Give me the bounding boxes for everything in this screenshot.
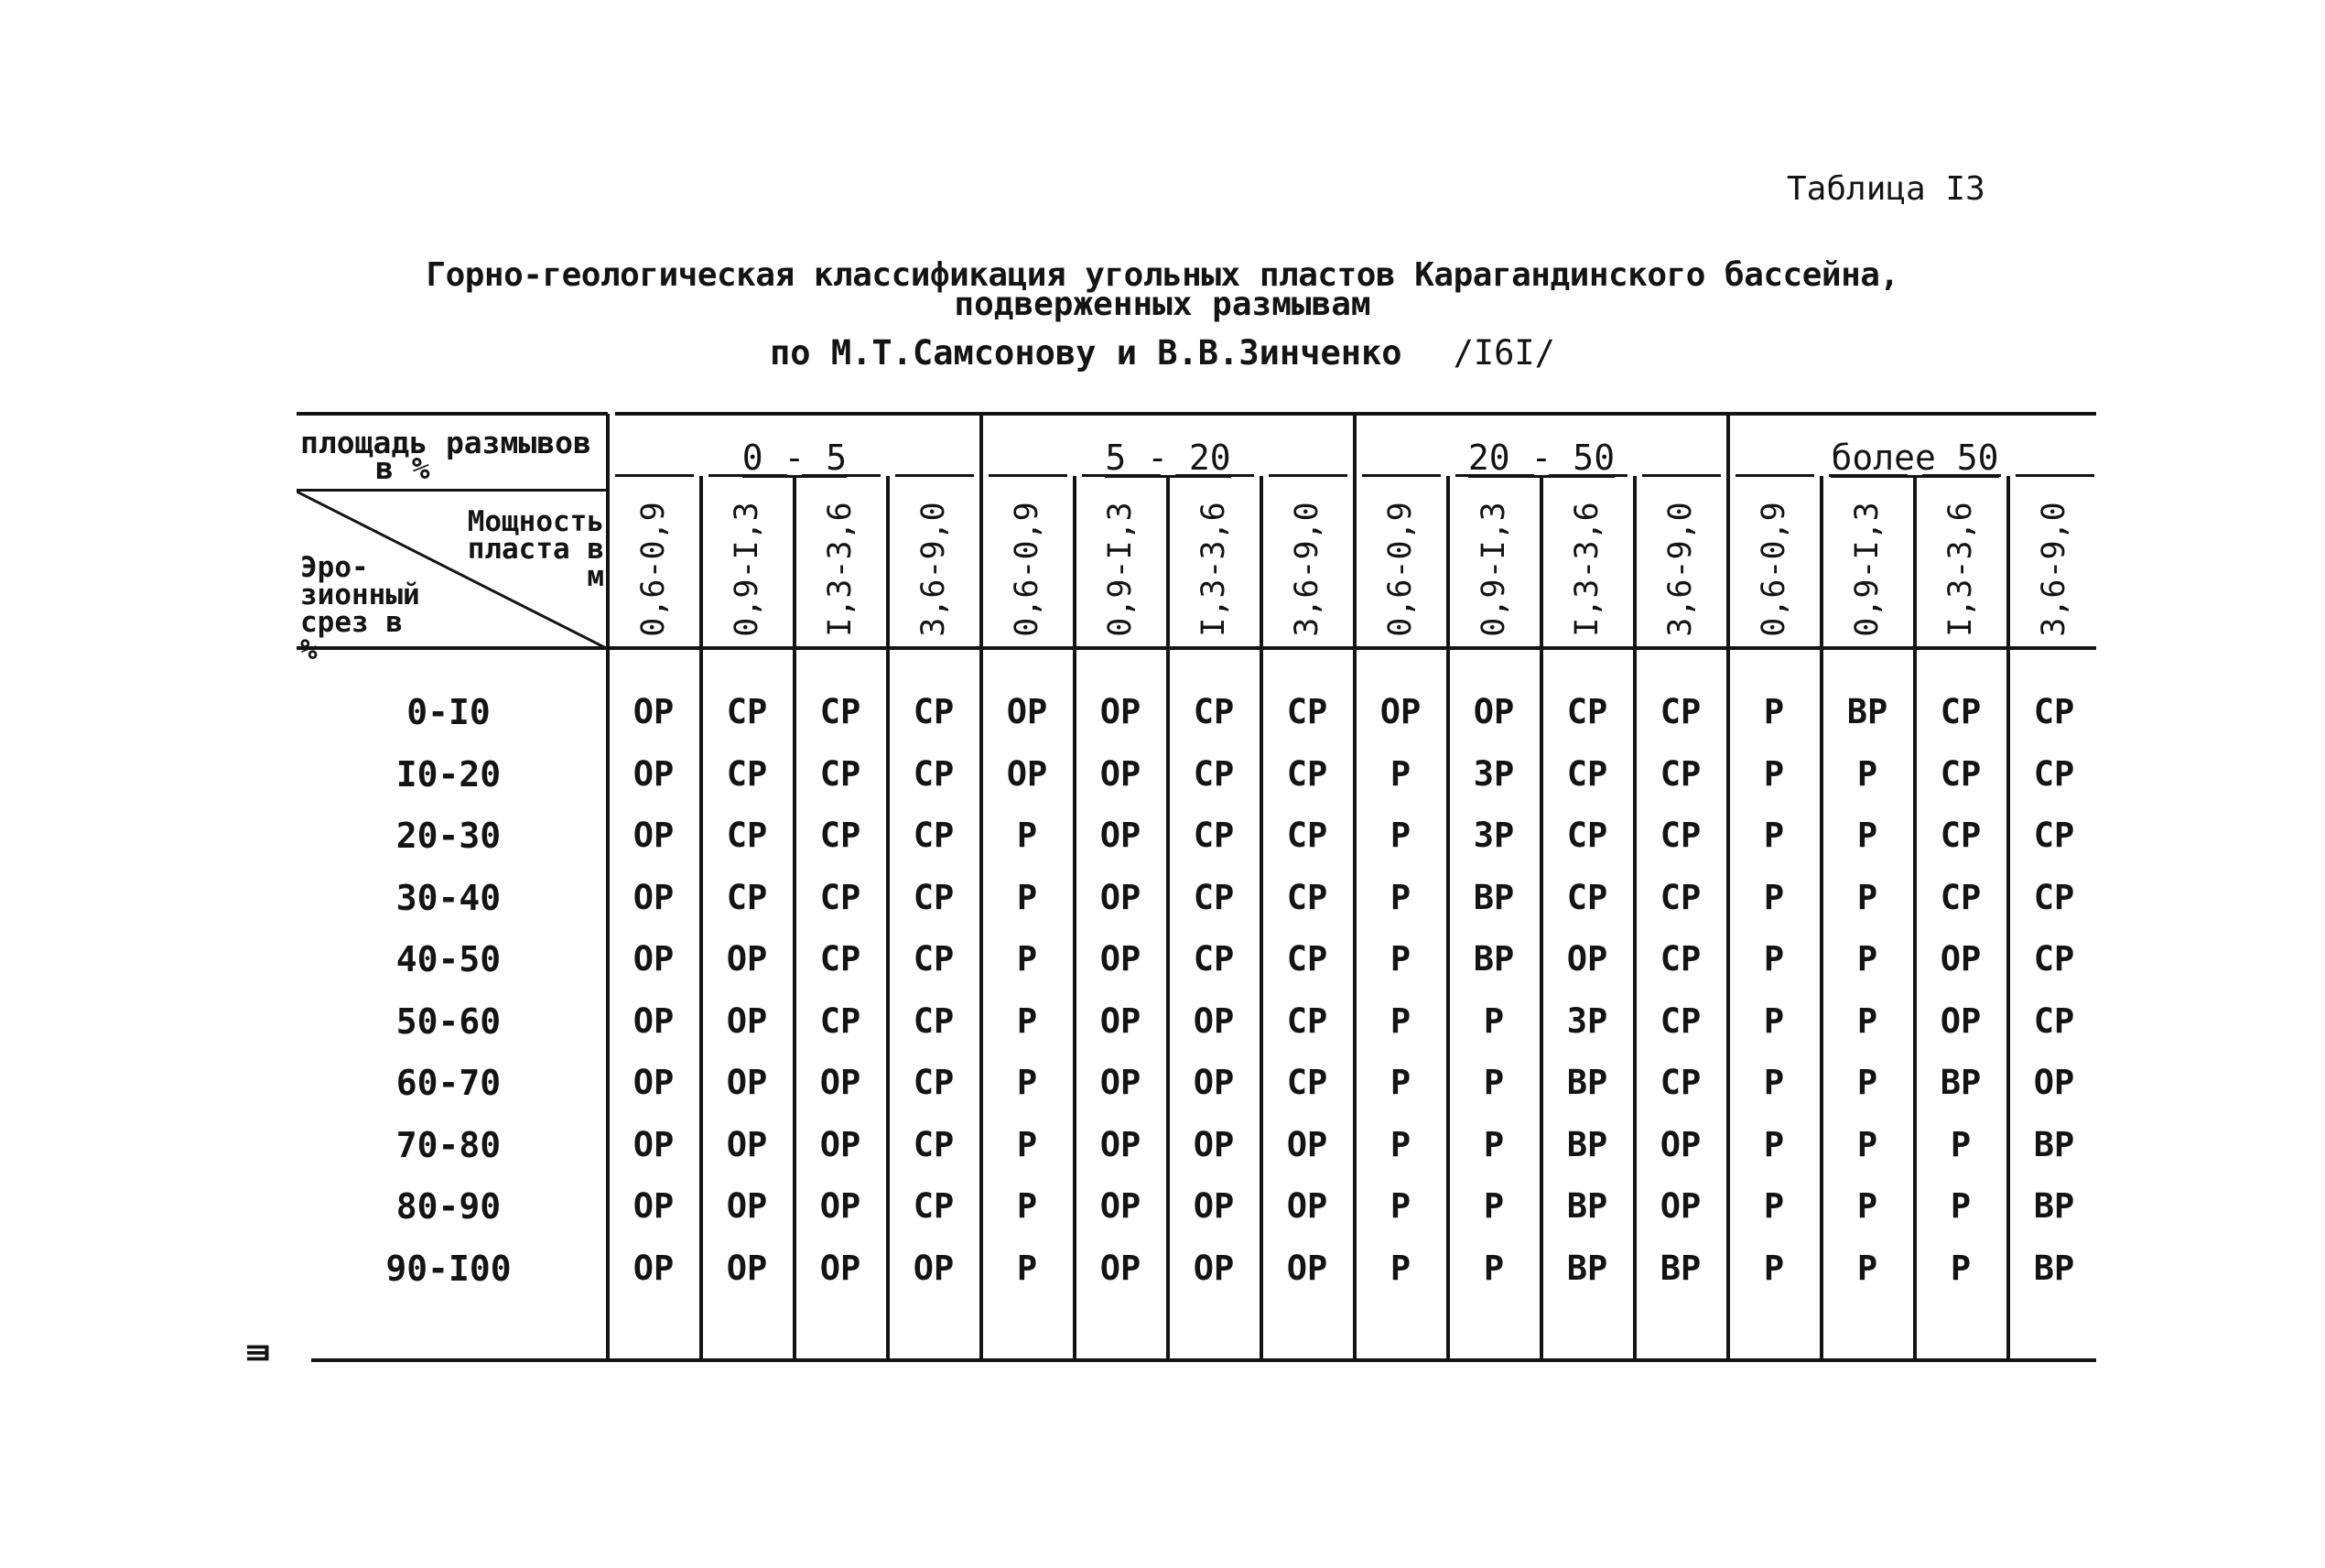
table-cell-class: ОР (633, 939, 675, 979)
table-cell-class: Р (1763, 939, 1785, 979)
table-cell-class: СР (2033, 816, 2075, 855)
table-cell-class: СР (1660, 692, 1702, 731)
subheader-thickness-range (981, 494, 1073, 644)
table-cell-class: ОР (633, 753, 675, 794)
subheader-label: 0,6-0,9 (1382, 502, 1420, 637)
table-cell-class: Р (1016, 1186, 1038, 1226)
table-cell-class: СР (2033, 1000, 2075, 1041)
subheader-thickness-range (1168, 494, 1260, 644)
table-cell-class: Р (1016, 1000, 1038, 1041)
table-cell-class: СР (2033, 692, 2075, 731)
table-cell-class: Р (1390, 1124, 1411, 1164)
subheader-label: 0,6-0,9 (1756, 502, 1793, 637)
table-cell-class: СР (1566, 816, 1608, 855)
row-label-erosion-range: 40-50 (395, 939, 502, 979)
subheader-thickness-range (2008, 494, 2100, 644)
table-number-label: Таблица I3 (1787, 170, 1985, 208)
group-header-label: 20 - 50 (1467, 438, 1616, 478)
table-cell-class: СР (913, 939, 955, 979)
table-top-rule-left (297, 412, 608, 416)
table-cell-class: СР (1660, 816, 1702, 855)
table-cell-class: ОР (1286, 1124, 1328, 1164)
subheader-thickness-range (1915, 494, 2006, 644)
table-cell-class: Р (1856, 816, 1878, 855)
subheader-thickness-range (1355, 494, 1446, 644)
table-cell-class: Р (1390, 1186, 1411, 1226)
table-cell-class: Р (1390, 939, 1411, 979)
subheader-thickness-range (701, 494, 793, 644)
table-cell-class: СР (2033, 939, 2075, 979)
subheader-thickness-range (1728, 494, 1820, 644)
area-percent-label: площадь размывов в % (300, 425, 591, 486)
table-cell-class: СР (819, 753, 861, 794)
table-cell-class: Р (1763, 1063, 1785, 1102)
subheader-thickness-range (608, 494, 699, 644)
table-cell-class: ОР (633, 692, 675, 731)
table-cell-class: ОР (913, 1248, 955, 1288)
table-cell-class: СР (913, 1186, 955, 1226)
table-cell-class: СР (1566, 692, 1608, 731)
table-cell-class: Р (1016, 1124, 1038, 1164)
table-cell-class: ОР (1099, 753, 1141, 794)
group-header-label: 5 - 20 (1105, 438, 1231, 478)
subheader-label: 0,9-I,3 (1476, 502, 1513, 637)
table-cell-class: Р (1950, 1248, 1972, 1288)
table-cell-class: СР (1193, 939, 1235, 979)
table-cell-class: Р (1950, 1124, 1972, 1164)
group-header-area-percent (1355, 438, 1728, 478)
table-cell-class: Р (1763, 692, 1785, 731)
subheader-label: 3,6-9,0 (915, 502, 953, 637)
table-cell-class: СР (1286, 692, 1328, 731)
subheader-thickness-range (1822, 494, 1913, 644)
group-header-area-percent (1728, 438, 2102, 478)
table-cell-class: ЗР (1566, 1000, 1608, 1041)
table-cell-class: ОР (1473, 692, 1515, 731)
table-cell-class: Р (1016, 877, 1038, 917)
table-cell-class: Р (1763, 1124, 1785, 1164)
table-cell-class: СР (913, 753, 955, 794)
table-cell-class: СР (1286, 939, 1328, 979)
table-cell-class: ОР (1099, 1063, 1141, 1102)
authors-text: по М.Т.Самсонову и В.В.Зинченко (770, 333, 1402, 373)
table-cell-class: Р (1390, 816, 1411, 855)
table-cell-class: ОР (1566, 939, 1608, 979)
table-cell-class: СР (1940, 877, 1982, 917)
row-label-erosion-range: 50-60 (395, 1000, 502, 1042)
table-cell-class: СР (819, 816, 861, 855)
table-cell-class: Р (1483, 1063, 1505, 1102)
table-cell-class: ОР (1193, 1063, 1235, 1102)
table-cell-class: СР (1193, 877, 1235, 917)
row-label-erosion-range: 20-30 (395, 816, 502, 856)
table-cell-class: ЗР (1473, 753, 1515, 794)
table-cell-class: СР (1286, 1063, 1328, 1102)
table-cell-class: Р (1763, 753, 1785, 794)
table-cell-class: СР (1940, 692, 1982, 731)
table-cell-class: ОР (726, 939, 768, 979)
group-header-area-percent (981, 438, 1355, 478)
table-title-line-1: Горно-геологическая классификация угольных пластов Карагандинского бассейна, (426, 256, 1899, 294)
row-label-erosion-range: 90-I00 (385, 1248, 512, 1289)
table-cell-class: ОР (1099, 1248, 1141, 1288)
table-cell-class: Р (1483, 1248, 1505, 1288)
subheader-label: 0,9-I,3 (1849, 502, 1887, 637)
table-cell-class: ОР (1660, 1186, 1702, 1226)
table-cell-class: ОР (819, 1063, 861, 1102)
table-cell-class: ОР (1099, 877, 1141, 917)
table-cell-class: Р (1016, 1248, 1038, 1288)
table-cell-class: Р (1016, 816, 1038, 855)
table-cell-class: ВР (1660, 1248, 1702, 1288)
table-cell-class: СР (1660, 877, 1702, 917)
table-cell-class: Р (1856, 1186, 1878, 1226)
row-label-erosion-range: 60-70 (395, 1063, 502, 1103)
table-cell-class: Р (1483, 1000, 1505, 1041)
table-cell-class: СР (1286, 1000, 1328, 1041)
table-cell-class: Р (1763, 1000, 1785, 1041)
subheader-thickness-range (1075, 494, 1166, 644)
table-cell-class: СР (913, 877, 955, 917)
subheader-label: 0,9-I,3 (1102, 502, 1140, 637)
table-cell-class: ЗР (1473, 816, 1515, 855)
table-cell-class: ОР (1099, 1124, 1141, 1164)
table-cell-class: Р (1856, 1248, 1878, 1288)
table-cell-class: ОР (633, 1063, 675, 1102)
table-cell-class: ОР (633, 816, 675, 855)
table-cell-class: СР (819, 877, 861, 917)
table-cell-class: ОР (1099, 692, 1141, 731)
table-cell-class: ВР (1566, 1248, 1608, 1288)
table-cell-class: СР (1286, 877, 1328, 917)
table-cell-class: СР (1286, 816, 1328, 855)
table-cell-class: СР (1566, 877, 1608, 917)
row-label-erosion-range: 70-80 (395, 1124, 502, 1165)
table-cell-class: СР (1193, 816, 1235, 855)
table-title-line-2: подверженных размывам (954, 286, 1371, 323)
table-cell-class: СР (1660, 1000, 1702, 1041)
table-cell-class: ВР (1940, 1063, 1982, 1102)
table-cell-class: ОР (1099, 1186, 1141, 1226)
table-cell-class: СР (1940, 753, 1982, 794)
table-cell-class: СР (913, 1000, 955, 1041)
table-cell-class: Р (1856, 939, 1878, 979)
table-cell-class: ОР (1660, 1124, 1702, 1164)
table-cell-class: СР (726, 692, 768, 731)
table-cell-class: ОР (1099, 816, 1141, 855)
table-cell-class: ОР (819, 1124, 861, 1164)
table-cell-class: ОР (2033, 1063, 2075, 1102)
table-cell-class: ВР (1566, 1186, 1608, 1226)
table-cell-class: Р (1856, 1000, 1878, 1041)
table-cell-class: ВР (1473, 939, 1515, 979)
row-label-erosion-range: I0-20 (395, 753, 502, 795)
table-cell-class: Р (1483, 1186, 1505, 1226)
table-cell-class: ОР (1286, 1186, 1328, 1226)
table-cell-class: ОР (1099, 939, 1141, 979)
subheader-label: I,3-3,6 (822, 502, 860, 637)
thickness-label: Мощность пласта в м (467, 505, 604, 593)
table-cell-class: Р (1390, 1000, 1411, 1041)
table-cell-class: Р (1390, 1063, 1411, 1102)
row-label-erosion-range: 80-90 (395, 1186, 502, 1227)
table-cell-class: ОР (633, 877, 675, 917)
subheader-label: 0,6-0,9 (635, 502, 673, 637)
table-cell-class: СР (1286, 753, 1328, 794)
subheader-label: 3,6-9,0 (2036, 502, 2073, 637)
table-cell-class: ОР (1193, 1248, 1235, 1288)
table-cell-class: Р (1390, 1248, 1411, 1288)
table-cell-class: СР (726, 753, 768, 794)
subheader-thickness-range (888, 494, 979, 644)
subheader-thickness-range (1261, 494, 1353, 644)
table-cell-class: Р (1950, 1186, 1972, 1226)
table-cell-class: СР (1193, 753, 1235, 794)
table-cell-class: ОР (726, 1124, 768, 1164)
table-cell-class: СР (819, 1000, 861, 1041)
table-cell-class: Р (1390, 753, 1411, 794)
table-cell-class: ОР (633, 1186, 675, 1226)
table-cell-class: Р (1856, 1063, 1878, 1102)
table-cell-class: Р (1856, 1124, 1878, 1164)
table-cell-class: Р (1763, 1186, 1785, 1226)
subheader-label: 0,6-0,9 (1009, 502, 1046, 637)
table-cell-class: СР (913, 1124, 955, 1164)
table-cell-class: ОР (726, 1063, 768, 1102)
subheader-thickness-range (1541, 494, 1633, 644)
table-cell-class: Р (1856, 753, 1878, 794)
subheader-label: 3,6-9,0 (1289, 502, 1326, 637)
table-cell-class: ОР (726, 1186, 768, 1226)
table-cell-class: ОР (726, 1248, 768, 1288)
table-cell-class: Р (1016, 1063, 1038, 1102)
table-cell-class: ВР (2033, 1248, 2075, 1288)
table-cell-class: Р (1763, 816, 1785, 855)
group-header-label: 0 - 5 (741, 438, 848, 478)
table-cell-class: СР (1660, 753, 1702, 794)
table-cell-class: ОР (633, 1000, 675, 1041)
table-cell-class: ОР (1006, 692, 1048, 731)
table-cell-class: СР (1193, 692, 1235, 731)
table-cell-class: ОР (819, 1248, 861, 1288)
table-cell-class: ОР (1006, 753, 1048, 794)
table-cell-class: Р (1763, 1248, 1785, 1288)
table-cell-class: СР (913, 692, 955, 731)
table-cell-class: ВР (2033, 1124, 2075, 1164)
table-cell-class: Р (1856, 877, 1878, 917)
row-label-erosion-range: 0-I0 (406, 692, 491, 732)
table-cell-class: ОР (1379, 692, 1422, 731)
table-cell-class: ВР (1473, 877, 1515, 917)
table-cell-class: СР (1566, 753, 1608, 794)
table-cell-class: ВР (1566, 1063, 1608, 1102)
subheader-label: 3,6-9,0 (1662, 502, 1700, 637)
table-cell-class: СР (726, 877, 768, 917)
table-cell-class: СР (913, 1063, 955, 1102)
table-cell-class: ОР (1099, 1000, 1141, 1041)
group-header-label: более 50 (1831, 438, 1999, 478)
table-cell-class: Р (1016, 939, 1038, 979)
subheader-label: I,3-3,6 (1569, 502, 1606, 637)
table-cell-class: ОР (1193, 1186, 1235, 1226)
table-bottom-rule (311, 1358, 2096, 1362)
group-header-area-percent (608, 438, 981, 478)
table-cell-class: ВР (1566, 1124, 1608, 1164)
table-cell-class: Р (1483, 1124, 1505, 1164)
row-label-erosion-range: 30-40 (395, 877, 502, 918)
table-cell-class: ОР (633, 1248, 675, 1288)
reference-number: /I6I/ (1453, 333, 1555, 373)
table-title-authors (0, 333, 2325, 373)
subheader-label: I,3-3,6 (1942, 502, 1980, 637)
table-cell-class: СР (2033, 753, 2075, 794)
subheader-thickness-range (1635, 494, 1726, 644)
table-cell-class: ОР (633, 1124, 675, 1164)
page-side-mark: Ш (241, 1344, 276, 1362)
subheader-label: I,3-3,6 (1195, 502, 1233, 637)
subheader-thickness-range (795, 494, 886, 644)
subheader-label: 0,9-I,3 (729, 502, 766, 637)
table-cell-class: ОР (1940, 939, 1982, 979)
table-cell-class: ВР (2033, 1186, 2075, 1226)
table-cell-class: СР (1660, 1063, 1702, 1102)
table-cell-class: ОР (1193, 1000, 1235, 1041)
table-cell-class: ОР (1286, 1248, 1328, 1288)
table-cell-class: ОР (726, 1000, 768, 1041)
subheader-thickness-range (1448, 494, 1540, 644)
table-cell-class: ОР (1940, 1000, 1982, 1041)
table-cell-class: Р (1390, 877, 1411, 917)
table-cell-class: Р (1763, 877, 1785, 917)
table-cell-class: СР (819, 692, 861, 731)
table-cell-class: СР (913, 816, 955, 855)
erosion-label: Эро- зионный срез в % (300, 551, 420, 666)
table-cell-class: ОР (819, 1186, 861, 1226)
table-cell-class: ВР (1846, 692, 1888, 731)
table-cell-class: СР (2033, 877, 2075, 917)
table-cell-class: СР (1940, 816, 1982, 855)
table-cell-class: СР (726, 816, 768, 855)
table-cell-class: СР (819, 939, 861, 979)
table-cell-class: ОР (1193, 1124, 1235, 1164)
table-cell-class: СР (1660, 939, 1702, 979)
